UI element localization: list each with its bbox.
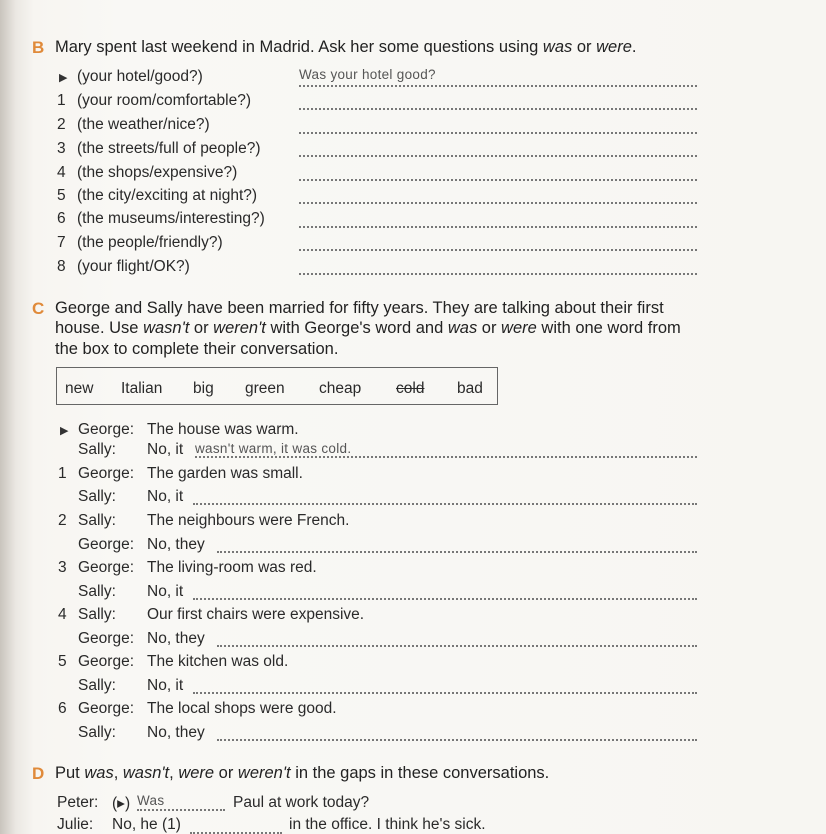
section-d-letter: D [32,764,45,783]
section-c-instruction-line1: George and Sally have been married for fifty years. They are talking about their first [55,299,664,317]
item-prompt: (your room/comfortable?) [77,92,252,109]
speaker-name: Sally: [78,583,116,600]
dialogue-line: The house was warm. [147,421,299,438]
section-c-instruction-line2 [55,319,681,338]
speaker-name: George: [78,559,135,576]
instruction-text: with George's word and [265,319,448,337]
answer-line[interactable] [299,226,697,228]
instruction-text: or [214,764,238,782]
item-prompt: (the people/friendly?) [77,234,223,251]
instruction-word: was [447,319,478,337]
item-prompt: (your flight/OK?) [77,258,190,275]
answer-line[interactable] [299,155,697,157]
reply-start: No, they [147,536,205,553]
item-number: 1 [58,465,67,482]
dialogue-line: Paul at work today? [233,794,370,811]
answer-line[interactable] [193,598,697,600]
item-number: 8 [57,258,66,275]
dialogue-line: The neighbours were French. [147,512,350,529]
item-number: 2 [58,512,67,529]
instruction-text: Mary spent last weekend in Madrid. Ask her some questions using [55,38,543,56]
example-answer: Was [137,793,165,808]
item-prompt: (the city/exciting at night?) [77,187,258,204]
instruction-word: wasn't [122,764,170,782]
example-answer: wasn't warm, it was cold. [195,441,352,456]
example-arrow-icon: ▶ [60,425,69,437]
item-prompt: (the museums/interesting?) [77,210,265,227]
instruction-word: were [596,38,632,56]
answer-line[interactable] [193,503,697,505]
reply-start: No, they [147,724,205,741]
answer-line[interactable] [299,273,697,275]
speaker-name: Sally: [78,677,116,694]
speaker-name: Sally: [78,724,116,741]
section-b-letter: B [32,38,45,57]
answer-line[interactable] [299,108,697,110]
answer-line[interactable] [299,179,697,181]
box-word: big [193,380,214,397]
box-word: cheap [319,380,362,397]
speaker-name: Sally: [78,606,116,623]
item-number: 6 [58,700,67,717]
speaker-name: Peter: [57,794,99,811]
instruction-text: or [477,319,502,337]
instruction-word: was [84,764,114,782]
example-marker: (▸) [112,795,131,812]
section-d-instruction [55,764,549,783]
speaker-name: Sally: [78,441,116,458]
dialogue-line: in the office. I think he's sick. [289,816,486,833]
speaker-name: Julie: [57,816,94,833]
box-word: new [65,380,94,397]
answer-line[interactable] [217,645,697,647]
dialogue-line: No, he (1) [112,816,181,833]
item-number: 7 [57,234,66,251]
item-number: 6 [57,210,66,227]
instruction-text: , [113,764,123,782]
instruction-text: Put [55,764,85,782]
instruction-word: weren't [213,319,266,337]
item-prompt: (the shops/expensive?) [77,164,238,181]
instruction-word: weren't [237,764,291,782]
instruction-text: . [631,38,637,56]
item-prompt: (the streets/full of people?) [77,140,261,157]
speaker-name: George: [78,421,135,438]
answer-line [137,809,225,811]
example-prompt: (your hotel/good?) [77,68,203,85]
speaker-name: Sally: [78,488,116,505]
example-arrow-icon: ▶ [59,72,68,84]
speaker-name: Sally: [78,512,116,529]
section-c-letter: C [32,299,45,318]
instruction-text: with one word from [536,319,681,337]
instruction-word: was [542,38,573,56]
answer-line [195,456,697,458]
item-number: 5 [58,653,67,670]
instruction-text: or [189,319,214,337]
reply-start: No, it [147,441,184,458]
item-number: 4 [58,606,67,623]
box-word: bad [457,380,483,397]
speaker-name: George: [78,536,135,553]
instruction-text: , [169,764,179,782]
speaker-name: George: [78,653,135,670]
instruction-text: in the gaps in these conversations. [290,764,550,782]
item-number: 4 [57,164,66,181]
instruction-word: were [178,764,215,782]
speaker-name: George: [78,630,135,647]
instruction-word: wasn't [143,319,190,337]
speaker-name: George: [78,465,135,482]
answer-line [299,85,697,87]
dialogue-line: The living-room was red. [147,559,317,576]
box-word: Italian [121,380,163,397]
section-c-instruction-line3: the box to complete their conversation. [55,340,339,358]
box-word: green [245,380,285,397]
reply-start: No, it [147,677,184,694]
dialogue-line: The garden was small. [147,465,303,482]
instruction-word: were [501,319,537,337]
example-answer: Was your hotel good? [299,67,436,82]
box-word-crossed: cold [396,380,425,397]
dialogue-line: The kitchen was old. [147,653,289,670]
reply-start: No, it [147,488,184,505]
item-number: 2 [57,116,66,133]
speaker-name: George: [78,700,135,717]
dialogue-line: The local shops were good. [147,700,337,717]
answer-line[interactable] [299,202,697,204]
item-number: 5 [57,187,66,204]
dialogue-line: Our first chairs were expensive. [147,606,365,623]
item-number: 3 [58,559,67,576]
item-number: 1 [57,92,66,109]
answer-line[interactable] [193,692,697,694]
answer-line[interactable] [217,739,697,741]
answer-line[interactable] [299,132,697,134]
instruction-text: or [572,38,597,56]
item-number: 3 [57,140,66,157]
reply-start: No, they [147,630,205,647]
answer-line[interactable] [299,249,697,251]
instruction-text: house. Use [55,319,144,337]
answer-line[interactable] [217,551,697,553]
item-prompt: (the weather/nice?) [77,116,210,133]
reply-start: No, it [147,583,184,600]
section-b-instruction [55,38,636,57]
